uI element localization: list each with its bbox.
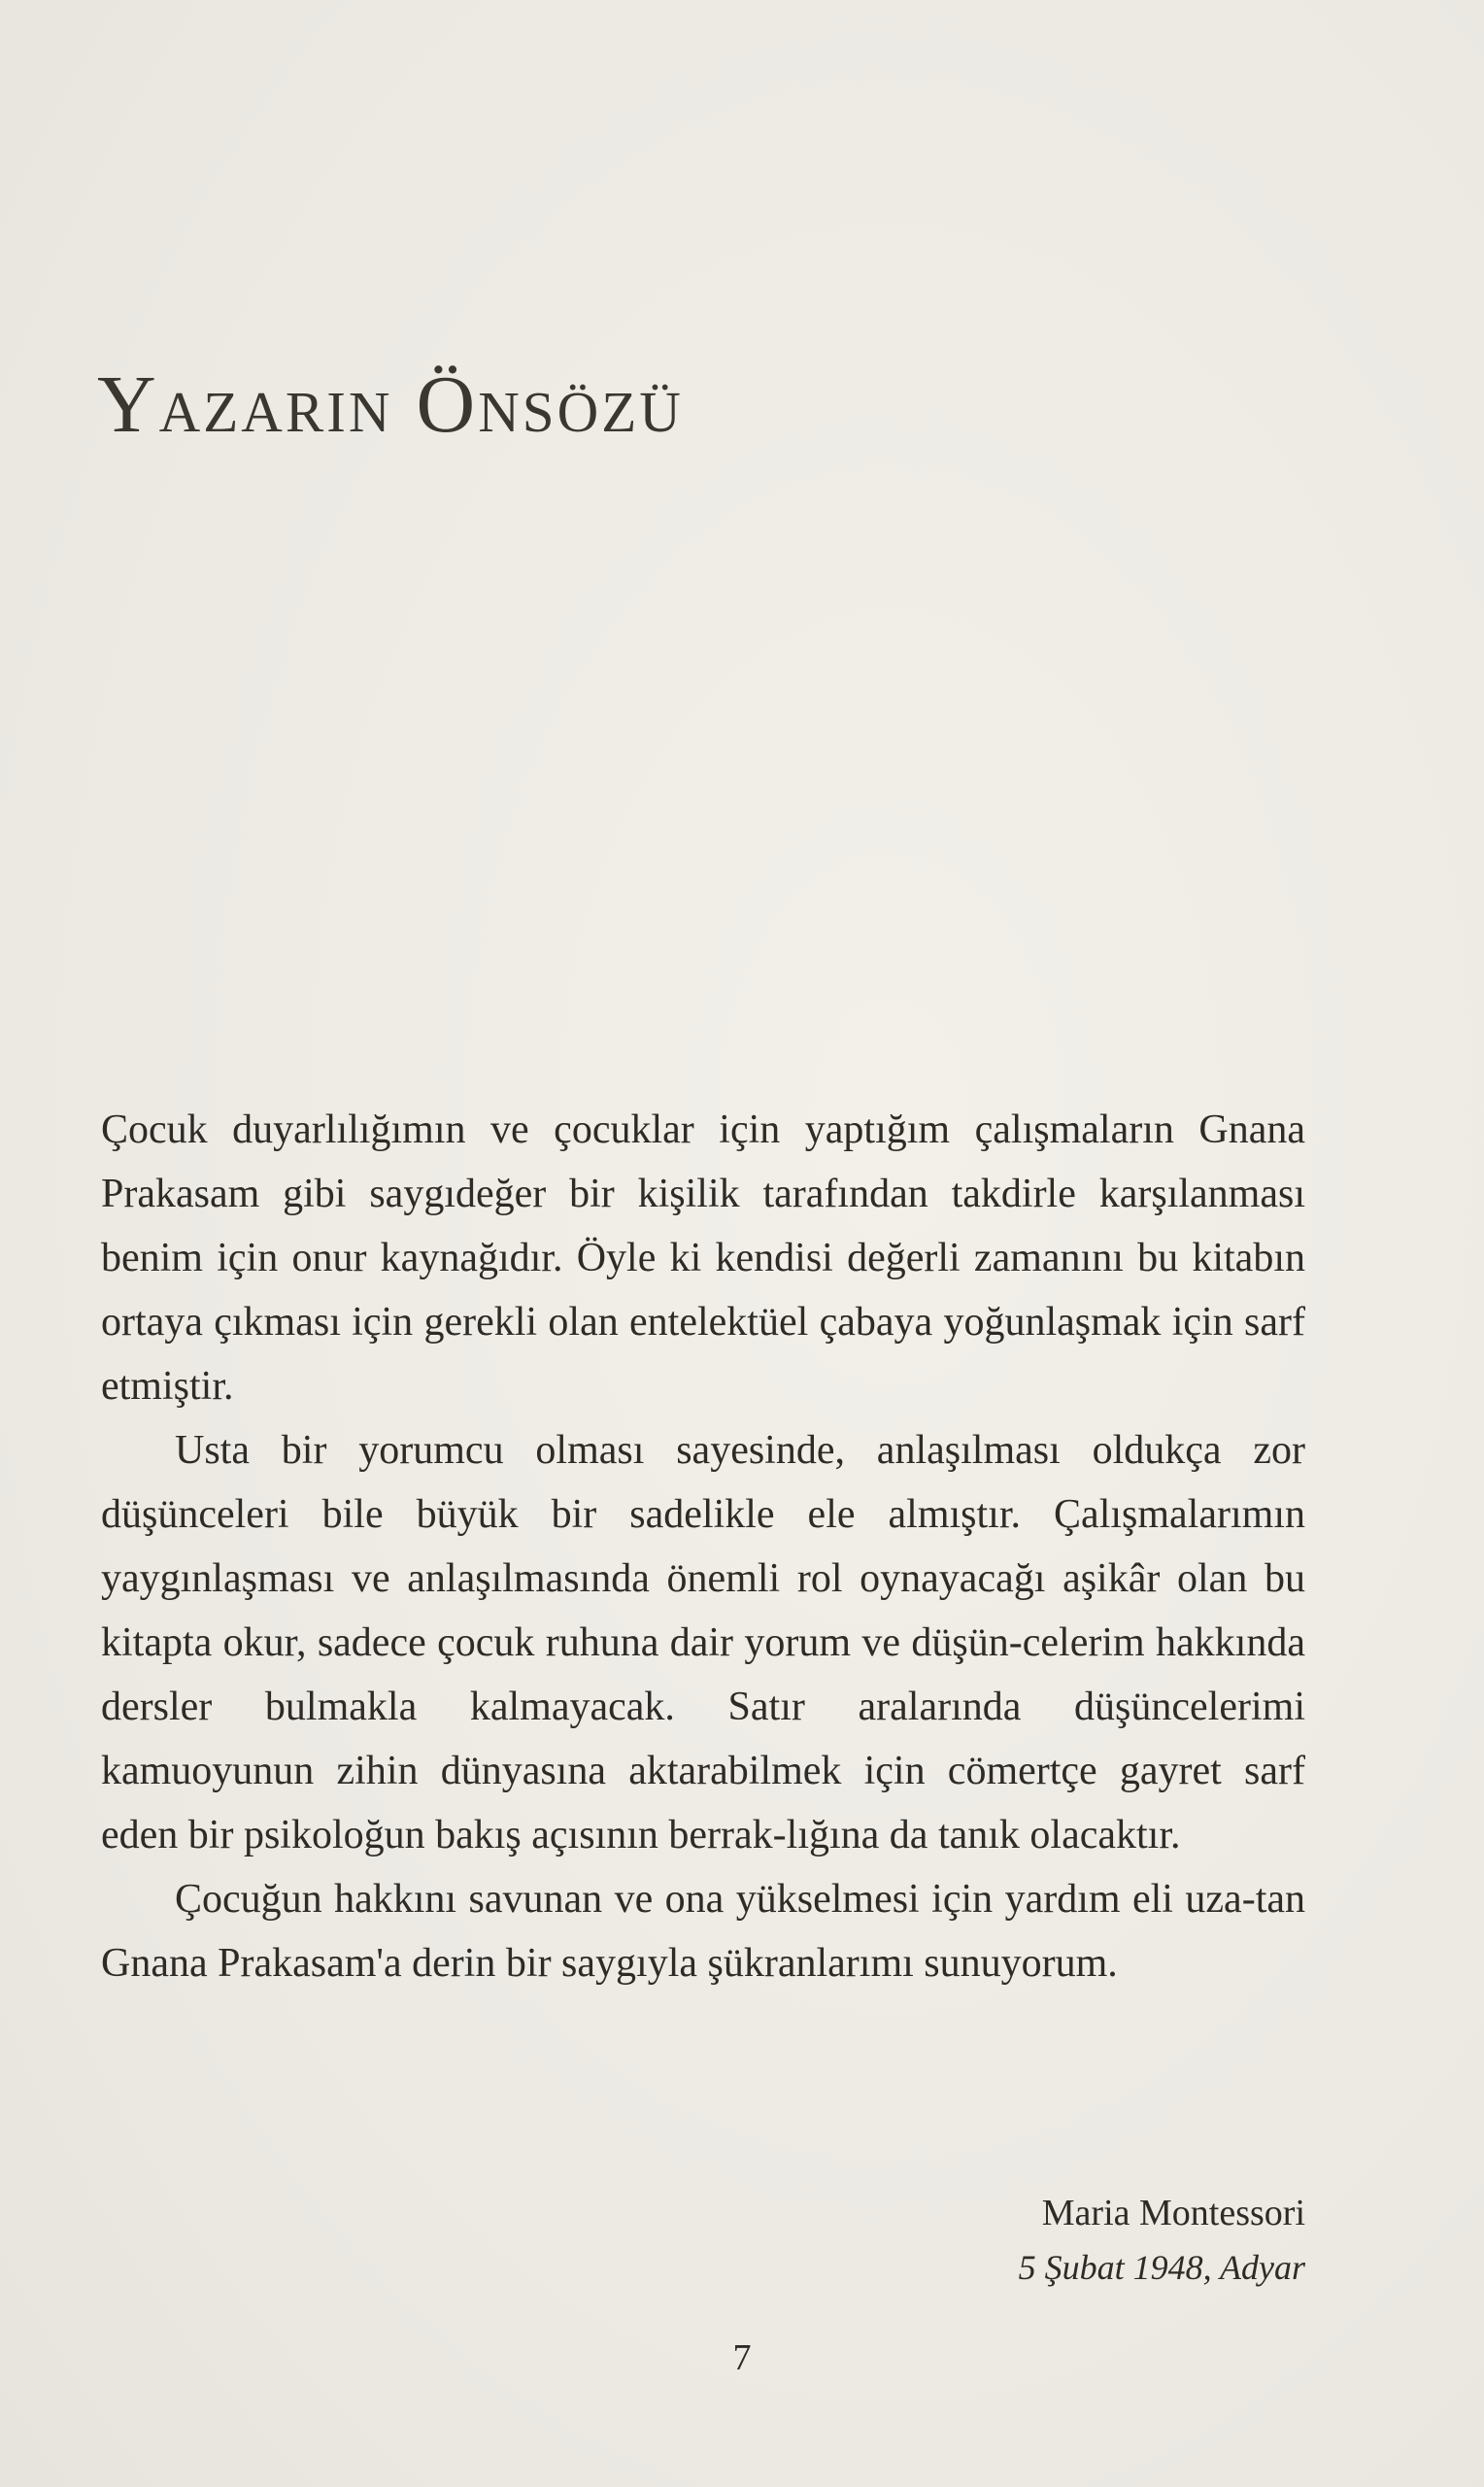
paragraph: Usta bir yorumcu olması sayesinde, anlaşılması oldukça zor düşünceleri bile büyük bir sadelikle ele almıştır. Çalışmalarımın yaygınlaşması ve anlaşılmasında önemli rol oynayacağı aşikâr olan bu kitapta okur, sadece çocuk ruhuna dair yorum ve düşün-celerim hakkında dersler bulmakla kalmayacak. Satır aralarında düşüncelerimi kamuoyunun zihin dünyasına aktarabilmek için cömertçe gayret sarf eden bir psikoloğun bakış açısının berrak-lığına da tanık olacaktır. <box>101 1428 1305 1857</box>
body-text <box>101 1098 1305 1995</box>
page-number: 7 <box>732 2337 752 2378</box>
date-place: 5 Şubat 1948, Adyar <box>1018 2248 1305 2287</box>
chapter-title: Yazarın Önsözü <box>97 359 684 450</box>
signature-block <box>1019 2186 1305 2295</box>
paragraph: Çocuğun hakkını savunan ve ona yükselmesi için yardım eli uza-tan Gnana Prakasam'a derin bir saygıyla şükranlarımı sunuyorum. <box>101 1877 1305 1986</box>
paragraph: Çocuk duyarlılığımın ve çocuklar için yaptığım çalışmaların Gnana Prakasam gibi saygıdeğer bir kişilik tarafından takdirle karşılanması benim için onur kaynağıdır. Öyle ki kendisi değerli zamanını bu kitabın ortaya çıkması için gerekli olan entelektüel çabaya yoğunlaşmak için sarf etmiştir. <box>101 1107 1305 1409</box>
author-name: Maria Montessori <box>1041 2193 1305 2233</box>
